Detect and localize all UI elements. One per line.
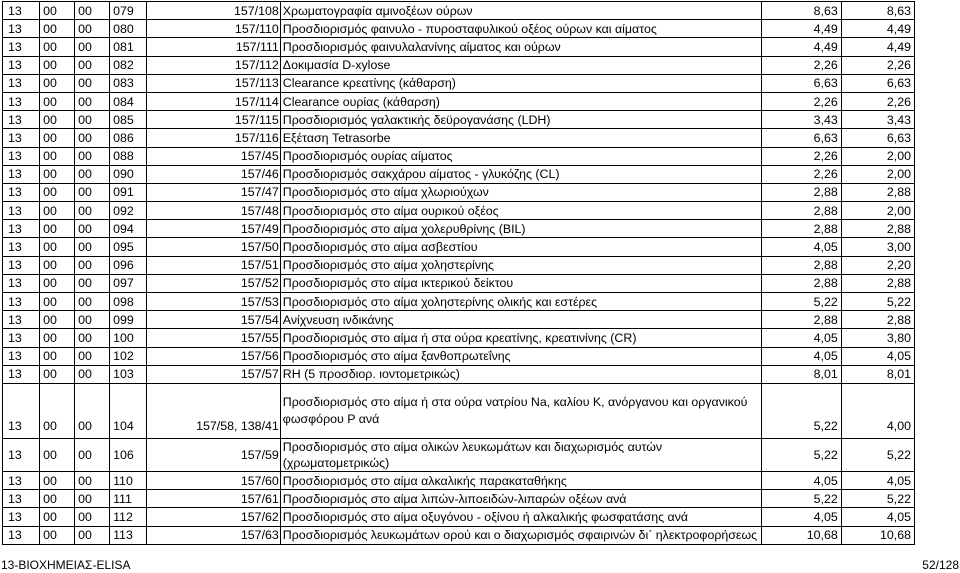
cell-code-part-2: 00 (40, 256, 75, 274)
cell-price-2: 4,00 (841, 383, 914, 438)
cell-price-1: 2,88 (762, 256, 842, 274)
cell-code-part-2: 00 (40, 438, 75, 471)
cell-price-2: 2,00 (841, 165, 914, 183)
cell-reference: 157/62 (147, 508, 281, 526)
cell-code-part-3: 00 (75, 311, 110, 329)
cell-price-2: 4,49 (841, 38, 914, 56)
cell-reference: 157/108 (147, 2, 281, 20)
cell-price-1: 4,05 (762, 471, 842, 489)
cell-reference: 157/57 (147, 365, 281, 383)
cell-code-part-3: 00 (75, 56, 110, 74)
cell-code-part-2: 00 (40, 293, 75, 311)
cell-price-2: 2,00 (841, 147, 914, 165)
cell-reference: 157/63 (147, 526, 281, 544)
cell-price-2: 5,22 (841, 438, 914, 471)
cell-code-part-3: 00 (75, 20, 110, 38)
cell-code-part-2: 00 (40, 147, 75, 165)
cell-description: Προσδιορισμός φαινυλαλανίνης αίματος και ούρων (280, 38, 761, 56)
cell-price-1: 2,26 (762, 147, 842, 165)
cell-description: Προσδιορισμός στο αίμα χοληστερίνης (280, 256, 761, 274)
table-row (3, 256, 915, 274)
cell-code-part-1: 13 (3, 183, 40, 201)
cell-code-part-4: 096 (110, 256, 147, 274)
cell-code-part-4: 084 (110, 92, 147, 110)
cell-price-2: 4,05 (841, 347, 914, 365)
cell-reference: 157/58, 138/41 (147, 383, 281, 438)
cell-reference: 157/110 (147, 20, 281, 38)
cell-code-part-3: 00 (75, 508, 110, 526)
cell-code-part-4: 095 (110, 238, 147, 256)
table-row (3, 274, 915, 292)
cell-code-part-1: 13 (3, 526, 40, 544)
cell-price-1: 2,88 (762, 274, 842, 292)
cell-code-part-1: 13 (3, 365, 40, 383)
cell-code-part-2: 00 (40, 274, 75, 292)
cell-code-part-2: 00 (40, 38, 75, 56)
table-row (3, 471, 915, 489)
cell-code-part-1: 13 (3, 508, 40, 526)
cell-code-part-3: 00 (75, 438, 110, 471)
cell-reference: 157/46 (147, 165, 281, 183)
cell-code-part-2: 00 (40, 202, 75, 220)
footer-document-name: 13-ΒΙΟΧΗΜΕΙΑΣ-ELISA (1, 558, 131, 572)
cell-price-1: 5,22 (762, 438, 842, 471)
cell-price-1: 2,26 (762, 56, 842, 74)
cell-code-part-4: 100 (110, 329, 147, 347)
cell-price-2: 2,26 (841, 92, 914, 110)
cell-code-part-4: 092 (110, 202, 147, 220)
cell-code-part-3: 00 (75, 274, 110, 292)
cell-code-part-4: 079 (110, 2, 147, 20)
cell-reference: 157/50 (147, 238, 281, 256)
table-row (3, 508, 915, 526)
cell-code-part-3: 00 (75, 293, 110, 311)
cell-code-part-2: 00 (40, 365, 75, 383)
cell-code-part-2: 00 (40, 508, 75, 526)
cell-price-1: 6,63 (762, 129, 842, 147)
cell-code-part-2: 00 (40, 56, 75, 74)
cell-code-part-2: 00 (40, 490, 75, 508)
cell-reference: 157/61 (147, 490, 281, 508)
cell-price-2: 5,22 (841, 293, 914, 311)
table-row (3, 129, 915, 147)
cell-code-part-2: 00 (40, 311, 75, 329)
cell-price-1: 8,01 (762, 365, 842, 383)
cell-description: Προσδιορισμός σακχάρου αίματος - γλυκόζης (CL) (280, 165, 761, 183)
cell-code-part-4: 097 (110, 274, 147, 292)
cell-price-1: 2,26 (762, 92, 842, 110)
cell-reference: 157/55 (147, 329, 281, 347)
cell-code-part-2: 00 (40, 183, 75, 201)
cell-code-part-2: 00 (40, 2, 75, 20)
cell-price-1: 4,49 (762, 20, 842, 38)
cell-code-part-1: 13 (3, 471, 40, 489)
cell-price-1: 8,63 (762, 2, 842, 20)
cell-code-part-1: 13 (3, 220, 40, 238)
cell-code-part-3: 00 (75, 165, 110, 183)
table-row (3, 38, 915, 56)
cell-code-part-1: 13 (3, 238, 40, 256)
cell-code-part-1: 13 (3, 329, 40, 347)
cell-code-part-4: 090 (110, 165, 147, 183)
cell-price-2: 2,26 (841, 56, 914, 74)
cell-code-part-1: 13 (3, 274, 40, 292)
cell-code-part-1: 13 (3, 490, 40, 508)
cell-code-part-2: 00 (40, 329, 75, 347)
cell-price-1: 10,68 (762, 526, 842, 544)
cell-price-2: 4,49 (841, 20, 914, 38)
cell-price-2: 3,00 (841, 238, 914, 256)
cell-code-part-2: 00 (40, 471, 75, 489)
cell-price-1: 2,88 (762, 183, 842, 201)
cell-reference: 157/115 (147, 111, 281, 129)
cell-code-part-1: 13 (3, 165, 40, 183)
cell-code-part-2: 00 (40, 165, 75, 183)
cell-price-2: 2,88 (841, 311, 914, 329)
cell-code-part-3: 00 (75, 202, 110, 220)
cell-code-part-2: 00 (40, 383, 75, 438)
cell-code-part-3: 00 (75, 490, 110, 508)
cell-description: Προσδιορισμός στο αίμα ξανθοπρωτεΐνης (280, 347, 761, 365)
table-row (3, 490, 915, 508)
cell-price-1: 5,22 (762, 383, 842, 438)
table-row (3, 147, 915, 165)
cell-code-part-3: 00 (75, 220, 110, 238)
cell-description: Clearance ουρίας (κάθαρση) (280, 92, 761, 110)
cell-code-part-3: 00 (75, 526, 110, 544)
table-row (3, 347, 915, 365)
table-row (3, 202, 915, 220)
cell-code-part-1: 13 (3, 256, 40, 274)
table-row (3, 438, 915, 471)
fee-table (2, 1, 915, 545)
cell-code-part-2: 00 (40, 20, 75, 38)
cell-code-part-1: 13 (3, 311, 40, 329)
cell-code-part-1: 13 (3, 129, 40, 147)
cell-code-part-4: 113 (110, 526, 147, 544)
table-row (3, 365, 915, 383)
fee-table-body (3, 2, 915, 545)
table-row (3, 165, 915, 183)
cell-code-part-3: 00 (75, 383, 110, 438)
table-row (3, 526, 915, 544)
cell-code-part-3: 00 (75, 74, 110, 92)
cell-code-part-1: 13 (3, 56, 40, 74)
cell-price-1: 4,05 (762, 329, 842, 347)
cell-code-part-4: 091 (110, 183, 147, 201)
cell-code-part-1: 13 (3, 74, 40, 92)
cell-code-part-2: 00 (40, 526, 75, 544)
cell-description: Προσδιορισμός στο αίμα χλωριούχων (280, 183, 761, 201)
cell-reference: 157/114 (147, 92, 281, 110)
cell-price-2: 2,20 (841, 256, 914, 274)
table-row (3, 56, 915, 74)
cell-price-1: 4,05 (762, 508, 842, 526)
cell-code-part-1: 13 (3, 347, 40, 365)
cell-code-part-3: 00 (75, 365, 110, 383)
table-row (3, 329, 915, 347)
cell-description: Προσδιορισμός στο αίμα ικτερικού δείκτου (280, 274, 761, 292)
table-row (3, 74, 915, 92)
cell-reference: 157/49 (147, 220, 281, 238)
cell-price-2: 5,22 (841, 490, 914, 508)
cell-price-2: 2,00 (841, 202, 914, 220)
cell-code-part-4: 083 (110, 74, 147, 92)
cell-code-part-4: 094 (110, 220, 147, 238)
cell-description: RH (5 προσδιορ. ιοντομετρικώς) (280, 365, 761, 383)
cell-description: Clearance κρεατίνης (κάθαρση) (280, 74, 761, 92)
cell-description: Προσδιορισμός στο αίμα ασβεστίου (280, 238, 761, 256)
cell-code-part-3: 00 (75, 147, 110, 165)
cell-code-part-1: 13 (3, 2, 40, 20)
table-row (3, 92, 915, 110)
cell-code-part-4: 098 (110, 293, 147, 311)
cell-price-1: 6,63 (762, 74, 842, 92)
cell-code-part-4: 106 (110, 438, 147, 471)
cell-code-part-2: 00 (40, 111, 75, 129)
cell-code-part-4: 082 (110, 56, 147, 74)
cell-code-part-4: 112 (110, 508, 147, 526)
cell-description: Προσδιορισμός στο αίμα ή στα ούρα κρεατίνης, κρεατινίνης (CR) (280, 329, 761, 347)
cell-description: Δοκιμασία D-xylose (280, 56, 761, 74)
cell-price-2: 10,68 (841, 526, 914, 544)
cell-code-part-3: 00 (75, 471, 110, 489)
cell-reference: 157/47 (147, 183, 281, 201)
cell-description: Προσδιορισμός στο αίμα ουρικού οξέος (280, 202, 761, 220)
cell-code-part-3: 00 (75, 183, 110, 201)
cell-code-part-4: 080 (110, 20, 147, 38)
cell-price-1: 4,49 (762, 38, 842, 56)
cell-code-part-2: 00 (40, 74, 75, 92)
table-row (3, 20, 915, 38)
cell-description: Χρωματογραφία αμινοξέων ούρων (280, 2, 761, 20)
cell-code-part-3: 00 (75, 129, 110, 147)
cell-reference: 157/54 (147, 311, 281, 329)
cell-code-part-2: 00 (40, 347, 75, 365)
table-row (3, 383, 915, 438)
cell-description: Προσδιορισμός στο αίμα λιπών-λιποειδών-λιπαρών οξέων ανά (280, 490, 761, 508)
cell-reference: 157/53 (147, 293, 281, 311)
cell-reference: 157/111 (147, 38, 281, 56)
table-row (3, 111, 915, 129)
cell-price-2: 2,88 (841, 183, 914, 201)
cell-code-part-1: 13 (3, 20, 40, 38)
table-row (3, 311, 915, 329)
cell-code-part-4: 111 (110, 490, 147, 508)
cell-code-part-2: 00 (40, 92, 75, 110)
cell-price-1: 2,88 (762, 202, 842, 220)
cell-code-part-1: 13 (3, 147, 40, 165)
cell-description: Προσδιορισμός φαινυλο - πυροσταφυλικού οξέος ούρων και αίματος (280, 20, 761, 38)
cell-description: Προσδιορισμός λευκωμάτων ορού και ο διαχωρισμός σφαιρινών δι΄ ηλεκτροφορήσεως (280, 526, 761, 544)
cell-code-part-3: 00 (75, 238, 110, 256)
cell-code-part-4: 081 (110, 38, 147, 56)
cell-description: Προσδιορισμός στο αίμα χοληστερίνης ολικής και εστέρες (280, 293, 761, 311)
cell-code-part-4: 110 (110, 471, 147, 489)
cell-reference: 157/48 (147, 202, 281, 220)
cell-description: Προσδιορισμός ουρίας αίματος (280, 147, 761, 165)
cell-code-part-3: 00 (75, 256, 110, 274)
cell-code-part-4: 103 (110, 365, 147, 383)
table-row (3, 183, 915, 201)
cell-price-2: 4,05 (841, 471, 914, 489)
cell-price-2: 2,88 (841, 220, 914, 238)
cell-price-1: 2,88 (762, 311, 842, 329)
cell-reference: 157/51 (147, 256, 281, 274)
table-row (3, 238, 915, 256)
cell-price-1: 2,88 (762, 220, 842, 238)
cell-code-part-3: 00 (75, 2, 110, 20)
cell-description: Προσδιορισμός γαλακτικής δεϋρογανάσης (LDH) (280, 111, 761, 129)
cell-reference: 157/45 (147, 147, 281, 165)
cell-code-part-3: 00 (75, 347, 110, 365)
table-row (3, 220, 915, 238)
cell-price-1: 5,22 (762, 293, 842, 311)
cell-price-2: 8,63 (841, 2, 914, 20)
cell-description: Προσδιορισμός στο αίμα οξυγόνου - οξίνου ή αλκαλικής φωσφατάσης ανά (280, 508, 761, 526)
cell-price-2: 6,63 (841, 74, 914, 92)
cell-code-part-1: 13 (3, 38, 40, 56)
cell-description: Προσδιορισμός στο αίμα αλκαλικής παρακαταθήκης (280, 471, 761, 489)
cell-reference: 157/59 (147, 438, 281, 471)
cell-reference: 157/112 (147, 56, 281, 74)
cell-code-part-4: 088 (110, 147, 147, 165)
cell-price-2: 8,01 (841, 365, 914, 383)
cell-code-part-1: 13 (3, 293, 40, 311)
cell-code-part-1: 13 (3, 92, 40, 110)
cell-code-part-2: 00 (40, 220, 75, 238)
footer-page-number: 52/128 (922, 558, 959, 572)
cell-price-1: 5,22 (762, 490, 842, 508)
cell-code-part-4: 086 (110, 129, 147, 147)
page-footer (0, 556, 960, 573)
cell-price-1: 4,05 (762, 238, 842, 256)
cell-price-1: 4,05 (762, 347, 842, 365)
cell-price-1: 2,26 (762, 165, 842, 183)
cell-code-part-4: 102 (110, 347, 147, 365)
cell-code-part-2: 00 (40, 238, 75, 256)
cell-price-1: 3,43 (762, 111, 842, 129)
cell-description: Προσδιορισμός στο αίμα ολικών λευκωμάτων και διαχωρισμός αυτών (χρωματομετρικώς) (280, 438, 761, 471)
cell-code-part-1: 13 (3, 202, 40, 220)
table-row (3, 293, 915, 311)
cell-price-2: 4,05 (841, 508, 914, 526)
cell-reference: 157/52 (147, 274, 281, 292)
cell-description: Προσδιορισμός στο αίμα χολερυθρίνης (BIL) (280, 220, 761, 238)
cell-description: Ανίχνευση ινδικάνης (280, 311, 761, 329)
cell-code-part-1: 13 (3, 111, 40, 129)
cell-price-2: 3,80 (841, 329, 914, 347)
cell-code-part-1: 13 (3, 438, 40, 471)
cell-code-part-1: 13 (3, 383, 40, 438)
cell-code-part-4: 099 (110, 311, 147, 329)
cell-code-part-3: 00 (75, 329, 110, 347)
cell-reference: 157/56 (147, 347, 281, 365)
cell-code-part-2: 00 (40, 129, 75, 147)
cell-reference: 157/116 (147, 129, 281, 147)
cell-reference: 157/113 (147, 74, 281, 92)
cell-description: Προσδιορισμός στο αίμα ή στα ούρα νατρίου Na, καλίου K, ανόργανου και οργανικού φωσφόρου P ανά (280, 383, 761, 438)
cell-price-2: 2,88 (841, 274, 914, 292)
cell-code-part-4: 104 (110, 383, 147, 438)
cell-code-part-3: 00 (75, 38, 110, 56)
table-row (3, 2, 915, 20)
cell-reference: 157/60 (147, 471, 281, 489)
cell-price-2: 6,63 (841, 129, 914, 147)
cell-code-part-4: 085 (110, 111, 147, 129)
cell-code-part-3: 00 (75, 92, 110, 110)
cell-code-part-3: 00 (75, 111, 110, 129)
cell-description: Εξέταση Tetrasorbe (280, 129, 761, 147)
cell-price-2: 3,43 (841, 111, 914, 129)
